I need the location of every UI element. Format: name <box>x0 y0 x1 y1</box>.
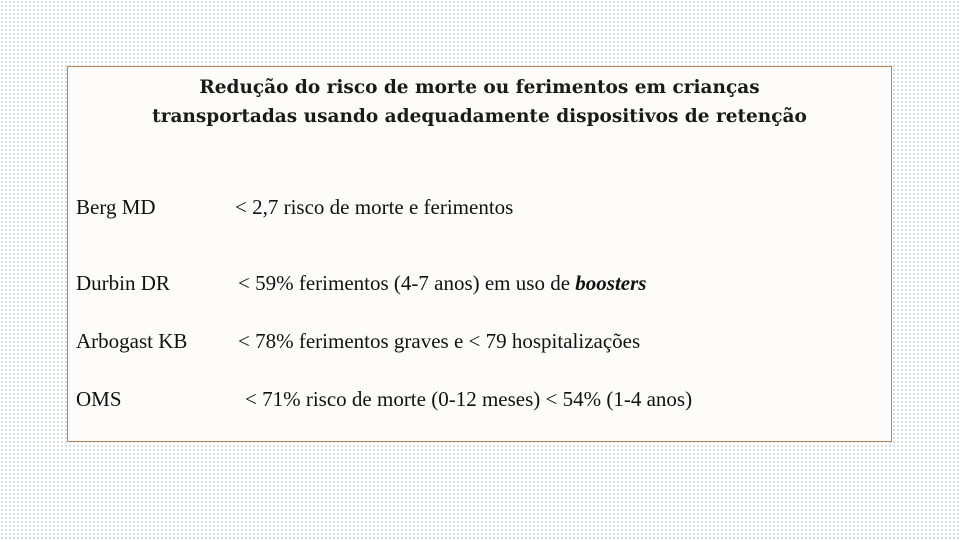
study-row-berg <box>68 192 891 222</box>
title-line-2: transportadas usando adequadamente dispositivos de retenção <box>152 106 807 127</box>
study-author: Arbogast KB <box>76 329 188 353</box>
study-author: Berg MD <box>76 195 156 219</box>
study-author: OMS <box>76 387 122 411</box>
slide-title <box>68 73 891 131</box>
finding-emphasis: boosters <box>575 271 647 295</box>
study-row-arbogast <box>68 326 891 356</box>
content-panel <box>67 66 892 442</box>
study-finding: < 78% ferimentos graves e < 79 hospitalizações <box>238 329 641 353</box>
title-line-1: Redução do risco de morte ou ferimentos em crianças <box>199 77 760 98</box>
finding-text: < 59% ferimentos (4-7 anos) em uso de <box>238 271 576 295</box>
study-row-durbin <box>68 268 891 298</box>
study-finding: < 2,7 risco de morte e ferimentos <box>235 195 514 219</box>
study-finding <box>238 268 646 298</box>
study-finding: < 71% risco de morte (0-12 meses) < 54% (1-4 anos) <box>245 387 693 411</box>
study-author: Durbin DR <box>76 271 170 295</box>
study-row-oms <box>68 384 891 414</box>
